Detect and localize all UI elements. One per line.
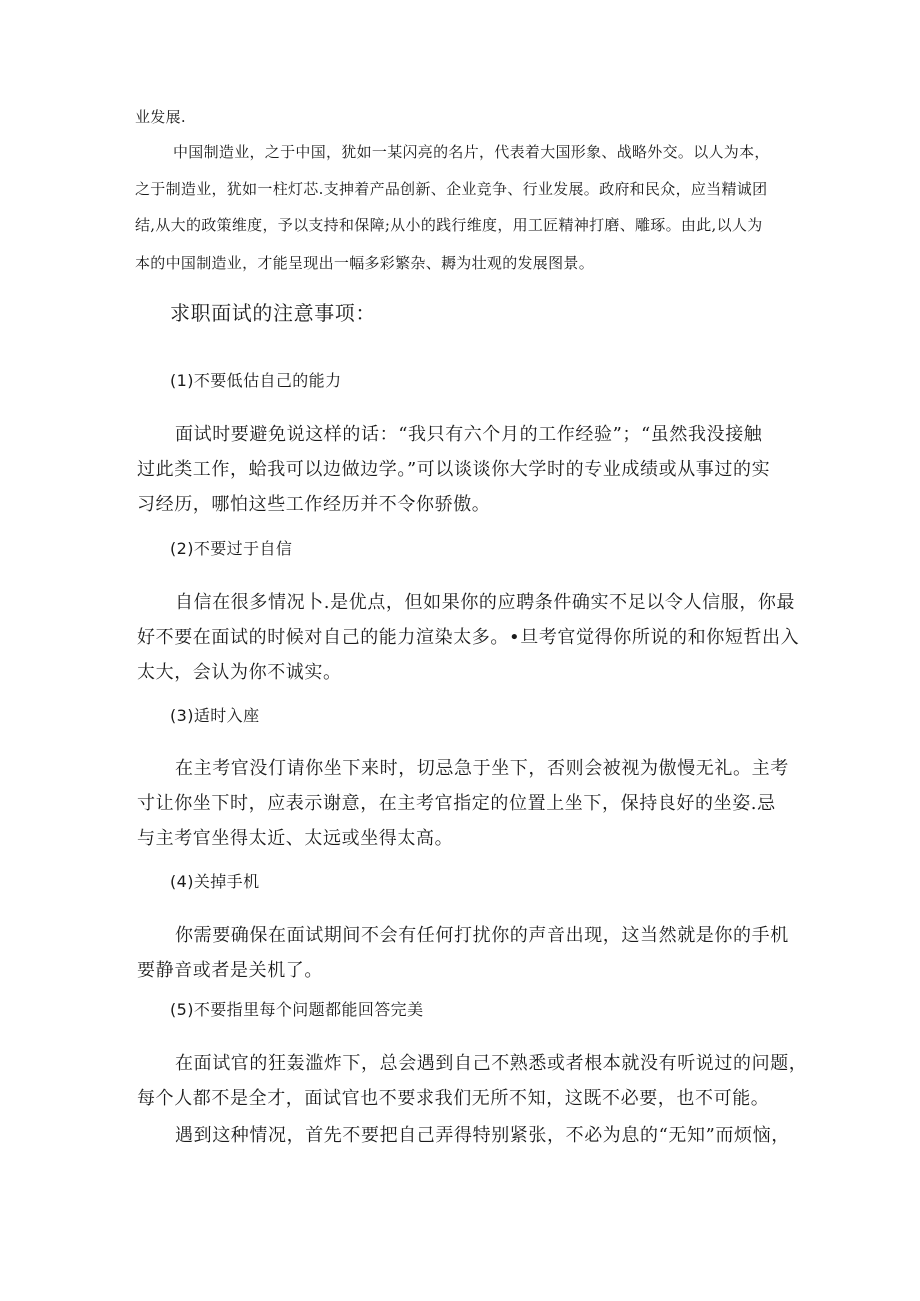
intro-line: 中国制造业，之于中国，犹如一某闪亮的名片，代表着大国形象、战略外交。以人为本， bbox=[173, 143, 770, 161]
section-line: 遇到这种情况，首先不要把自己弄得特别紧张，不必为息的“无知”而烦恼， bbox=[175, 1125, 790, 1146]
section-line: 与主考官坐得太近、太远或坐得太高。 bbox=[137, 828, 454, 849]
section-line: 寸让你坐下时，应表示谢意，在主考官指定的位置上坐下，保持良好的坐姿.忌 bbox=[137, 793, 776, 814]
section-heading: (4)关掉手机 bbox=[170, 872, 260, 891]
section-line: 太大，会认为你不诚实。 bbox=[137, 662, 342, 683]
intro-line: 业发展. bbox=[135, 108, 186, 126]
section-line: 要静音或者是关机了。 bbox=[137, 960, 323, 981]
page-title: 求职面试的注意事项： bbox=[170, 301, 376, 325]
intro-line: 结,从大的政策维度，予以支持和保障;从小的践行维度，用工匠精神打磨、雕琢。由此,以人为 bbox=[135, 216, 763, 234]
section-heading: (3)适时入座 bbox=[170, 706, 260, 725]
intro-line: 之于制造业，犹如一柱灯芯.支抻着产品创新、企业竞争、行业发展。政府和民众，应当精诚团 bbox=[135, 180, 768, 198]
section-line: 过此类工作，蛤我可以边做边学。”可以谈谈你大学时的专业成绩或从事过的实 bbox=[137, 459, 771, 480]
section-line: 习经历，哪怕这些工作经历并不令你骄傲。 bbox=[137, 494, 491, 515]
section-heading: (1)不要低估自己的能力 bbox=[170, 371, 342, 390]
section-line: 面试时要避免说这样的话：“我只有六个月的工作经验”；“虽然我没接触 bbox=[175, 424, 763, 445]
section-line: 自信在很多情况卜.是优点，但如果你的应聘条件确实不足以令人信服，你最 bbox=[175, 592, 796, 613]
section-line: 在面试官的狂轰滥炸下，总会遇到自己不熟悉或者根本就没有听说过的问题， bbox=[175, 1053, 808, 1074]
intro-line: 本的中国制造业，才能呈现出一幅多彩繁杂、耨为壮观的发展图景。 bbox=[135, 254, 595, 272]
section-line: 在主考官没仃请你坐下来时，切忌急于坐下，否则会被视为傲慢无礼。主考 bbox=[175, 758, 789, 779]
section-line: 好不要在面试的时候对自己的能力渲染太多。•旦考官觉得你所说的和你短哲出入 bbox=[137, 627, 800, 648]
section-line: 每个人都不是全才，面试官也不要求我们无所不知，这既不必要，也不可能。 bbox=[137, 1088, 770, 1109]
section-heading: (5)不要指里每个问题都能回答完美 bbox=[170, 1000, 424, 1019]
section-line: 你需要确保在面试期间不会有任何打扰你的声音出现，这当然就是你的手机 bbox=[175, 925, 789, 946]
section-heading: (2)不要过于自信 bbox=[170, 539, 293, 558]
